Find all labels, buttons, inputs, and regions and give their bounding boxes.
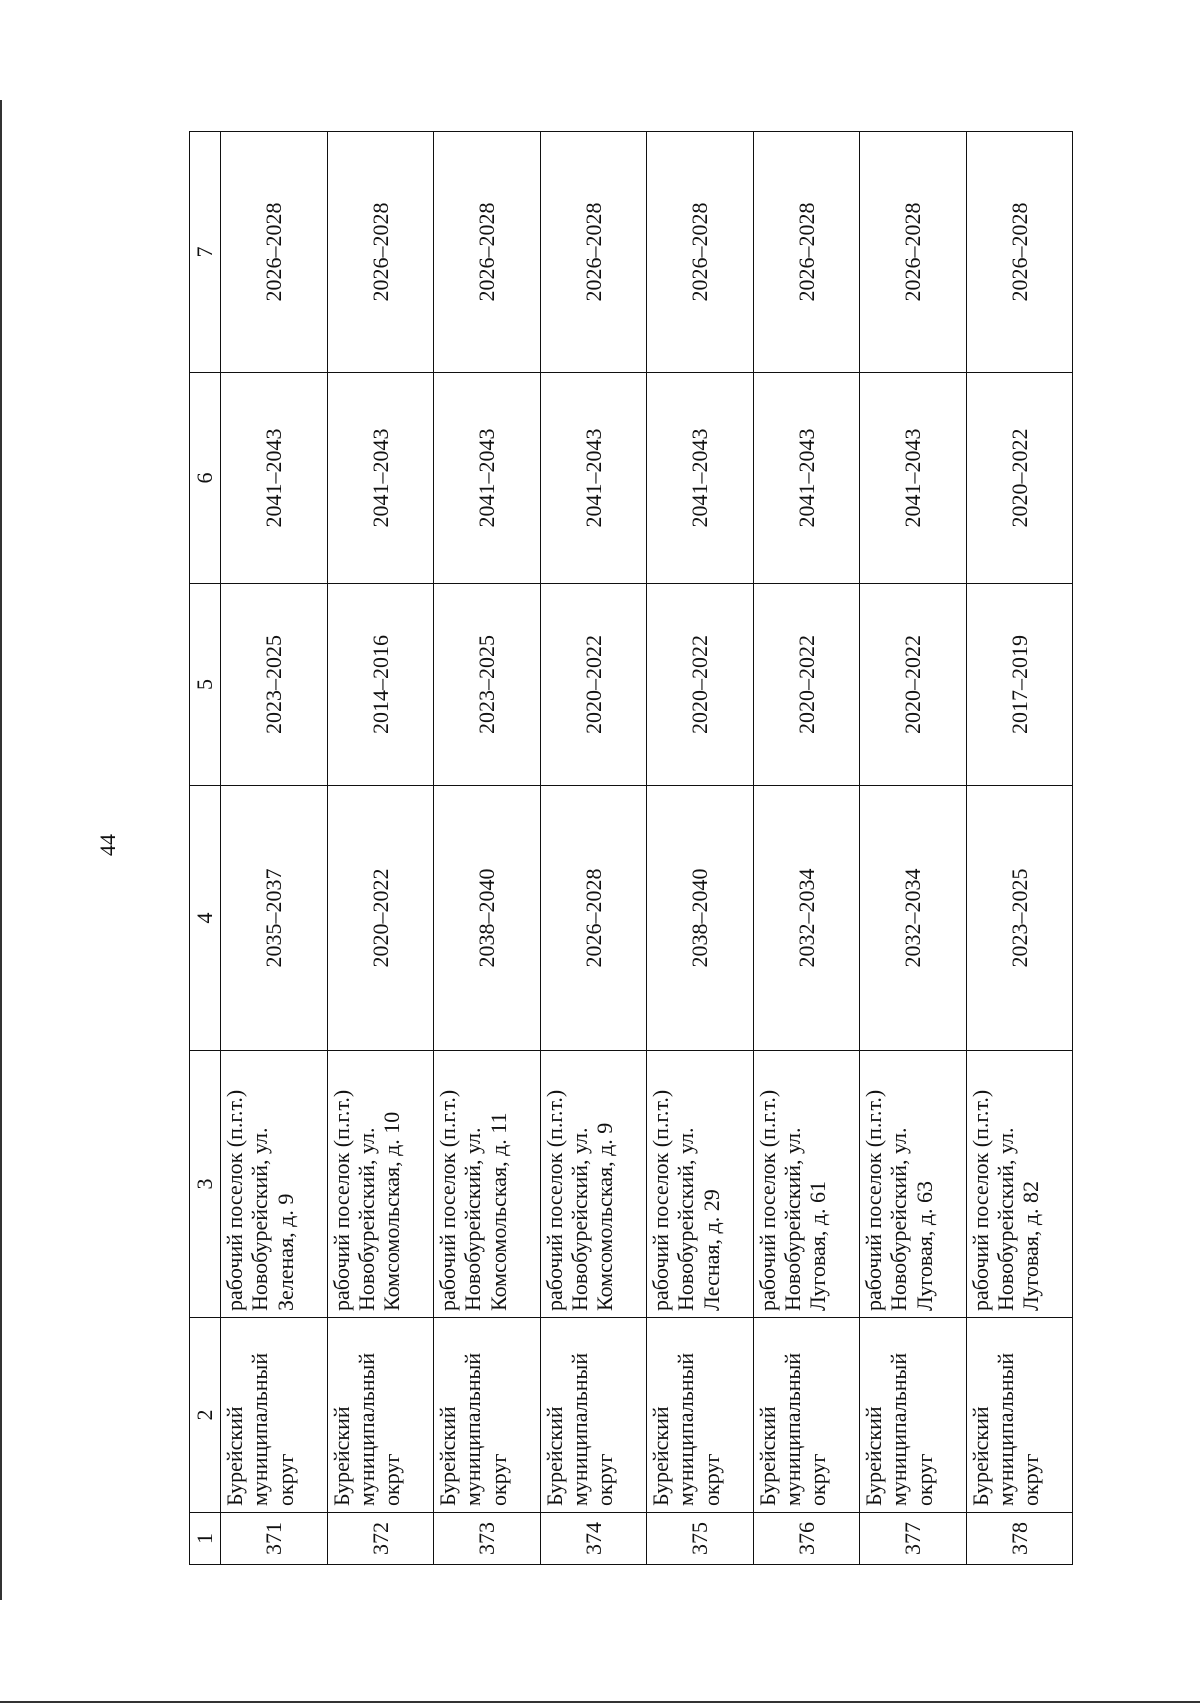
period-cell-5: 2020–2022	[647, 584, 754, 786]
period-cell-6: 2041–2043	[753, 373, 860, 584]
district-cell: Бурейский муниципальный округ	[434, 1318, 541, 1513]
district-cell: Бурейский муниципальный округ	[966, 1318, 1073, 1513]
period-cell-5: 2017–2019	[966, 584, 1073, 786]
address-cell: рабочий поселок (п.г.т.) Новобурейский, ул. Комсомольская, д. 9	[540, 1051, 647, 1318]
period-cell-7: 2026–2028	[221, 132, 328, 373]
district-cell: Бурейский муниципальный округ	[647, 1318, 754, 1513]
period-cell-5: 2020–2022	[540, 584, 647, 786]
table-row	[966, 132, 1073, 1565]
period-cell-6: 2041–2043	[540, 373, 647, 584]
header-cell-3: 3	[190, 1051, 221, 1318]
row-number: 372	[327, 1513, 434, 1565]
period-cell-7: 2026–2028	[540, 132, 647, 373]
address-cell: рабочий поселок (п.г.т.) Новобурейский, ул. Луговая, д. 61	[753, 1051, 860, 1318]
page-number-text: 44	[95, 834, 120, 856]
period-cell-4: 2020–2022	[327, 786, 434, 1051]
period-cell-5: 2023–2025	[434, 584, 541, 786]
address-cell: рабочий поселок (п.г.т.) Новобурейский, ул. Зеленая, д. 9	[221, 1051, 328, 1318]
period-cell-7: 2026–2028	[434, 132, 541, 373]
address-cell: рабочий поселок (п.г.т.) Новобурейский, ул. Луговая, д. 82	[966, 1051, 1073, 1318]
table-row	[860, 132, 967, 1565]
rotated-table-wrapper	[189, 132, 1073, 1565]
header-row	[190, 132, 221, 1565]
header-cell-1: 1	[190, 1513, 221, 1565]
period-cell-4: 2032–2034	[860, 786, 967, 1051]
period-cell-7: 2026–2028	[860, 132, 967, 373]
table-row	[540, 132, 647, 1565]
period-cell-7: 2026–2028	[753, 132, 860, 373]
period-cell-6: 2041–2043	[221, 373, 328, 584]
period-cell-5: 2020–2022	[860, 584, 967, 786]
period-cell-5: 2020–2022	[753, 584, 860, 786]
period-cell-4: 2038–2040	[647, 786, 754, 1051]
row-number: 375	[647, 1513, 754, 1565]
period-cell-6: 2020–2022	[966, 373, 1073, 584]
district-cell: Бурейский муниципальный округ	[860, 1318, 967, 1513]
table-row	[327, 132, 434, 1565]
header-cell-5: 5	[190, 584, 221, 786]
district-cell: Бурейский муниципальный округ	[327, 1318, 434, 1513]
row-number: 373	[434, 1513, 541, 1565]
row-number: 371	[221, 1513, 328, 1565]
row-number: 374	[540, 1513, 647, 1565]
table-row	[221, 132, 328, 1565]
period-cell-6: 2041–2043	[860, 373, 967, 584]
period-cell-6: 2041–2043	[647, 373, 754, 584]
row-number: 376	[753, 1513, 860, 1565]
period-cell-6: 2041–2043	[434, 373, 541, 584]
address-cell: рабочий поселок (п.г.т.) Новобурейский, ул. Комсомольская, д. 10	[327, 1051, 434, 1318]
table-row	[753, 132, 860, 1565]
period-cell-4: 2038–2040	[434, 786, 541, 1051]
district-cell: Бурейский муниципальный округ	[540, 1318, 647, 1513]
period-cell-4: 2023–2025	[966, 786, 1073, 1051]
period-cell-4: 2032–2034	[753, 786, 860, 1051]
header-cell-6: 6	[190, 373, 221, 584]
table-row	[647, 132, 754, 1565]
address-cell: рабочий поселок (п.г.т.) Новобурейский, ул. Лесная, д. 29	[647, 1051, 754, 1318]
address-cell: рабочий поселок (п.г.т.) Новобурейский, ул. Комсомольская, д. 11	[434, 1051, 541, 1318]
district-cell: Бурейский муниципальный округ	[753, 1318, 860, 1513]
header-cell-7: 7	[190, 132, 221, 373]
period-cell-7: 2026–2028	[966, 132, 1073, 373]
period-cell-5: 2023–2025	[221, 584, 328, 786]
header-cell-4: 4	[190, 786, 221, 1051]
period-cell-5: 2014–2016	[327, 584, 434, 786]
table-row	[434, 132, 541, 1565]
row-number: 378	[966, 1513, 1073, 1565]
period-cell-4: 2035–2037	[221, 786, 328, 1051]
period-cell-6: 2041–2043	[327, 373, 434, 584]
period-cell-4: 2026–2028	[540, 786, 647, 1051]
address-cell: рабочий поселок (п.г.т.) Новобурейский, ул. Луговая, д. 63	[860, 1051, 967, 1318]
period-cell-7: 2026–2028	[327, 132, 434, 373]
header-cell-2: 2	[190, 1318, 221, 1513]
row-number: 377	[860, 1513, 967, 1565]
scan-edge-left	[0, 100, 2, 1600]
district-cell: Бурейский муниципальный округ	[221, 1318, 328, 1513]
data-table	[189, 131, 1073, 1565]
period-cell-7: 2026–2028	[647, 132, 754, 373]
